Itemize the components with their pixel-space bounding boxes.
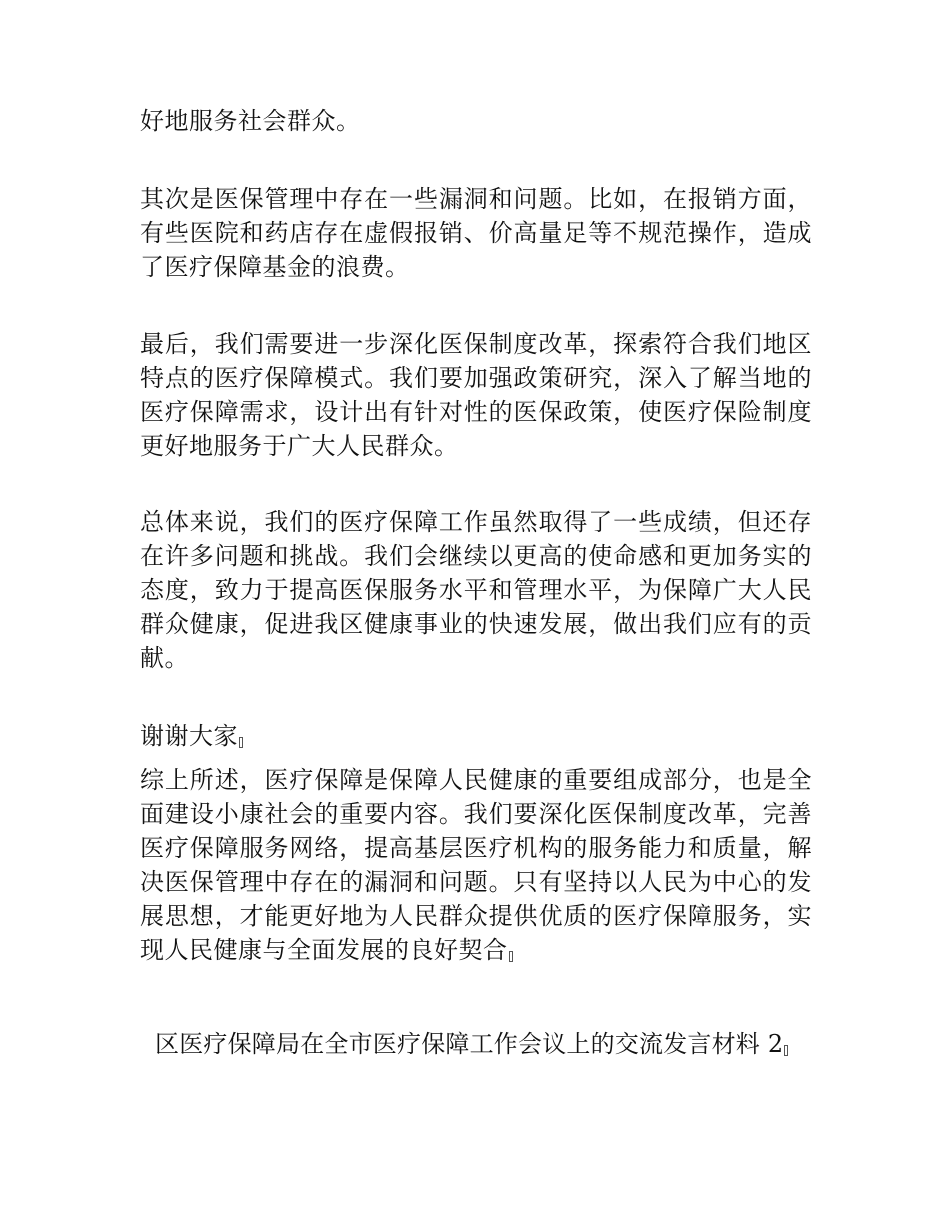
paragraph-closing-fragment: 好地服务社会群众。 — [140, 107, 361, 135]
paragraph-management-issues: 其次是医保管理中存在一些漏洞和问题。比如，在报销方面，有些医院和药店存在虚假报销、价高量足等不规范操作，造成了医疗保障基金的浪费。 — [140, 185, 812, 281]
paragraph-reform: 最后，我们需要进一步深化医保制度改革，探索符合我们地区特点的医疗保障模式。我们要加强政策研究，深入了解当地的医疗保障需求，设计出有针对性的医保政策，使医疗保险制度更好地服务于广大人民群众。 — [140, 330, 812, 460]
paragraph-summary: 总体来说，我们的医疗保障工作虽然取得了一些成绩，但还存在许多问题和挑战。我们会继续以更高的使命感和更加务实的态度，致力于提高医保服务水平和管理水平，为保障广大人民群众健康，促进我区健康事业的快速发展，做出我们应有的贡献。 — [140, 508, 812, 672]
paragraph-mark-icon — [239, 737, 243, 748]
paragraph-conclusion: 综上所述，医疗保障是保障人民健康的重要组成部分，也是全面建设小康社会的重要内容。我们要深化医保制度改革，完善医疗保障服务网络，提高基层医疗机构的服务能力和质量，解决医保管理中存在的漏洞和问题。只有坚持以人民为中心的发展思想，才能更好地为人民群众提供优质的医疗保障服务，实现人民健康与全面发展的良好契合 — [140, 766, 812, 964]
section-heading: 区医疗保障局在全市医疗保障工作会议上的交流发言材料 2 — [155, 1027, 815, 1061]
paragraph-mark-icon — [784, 1045, 788, 1056]
paragraph-mark-icon — [509, 951, 513, 962]
paragraph-thanks: 谢谢大家 — [140, 719, 812, 753]
